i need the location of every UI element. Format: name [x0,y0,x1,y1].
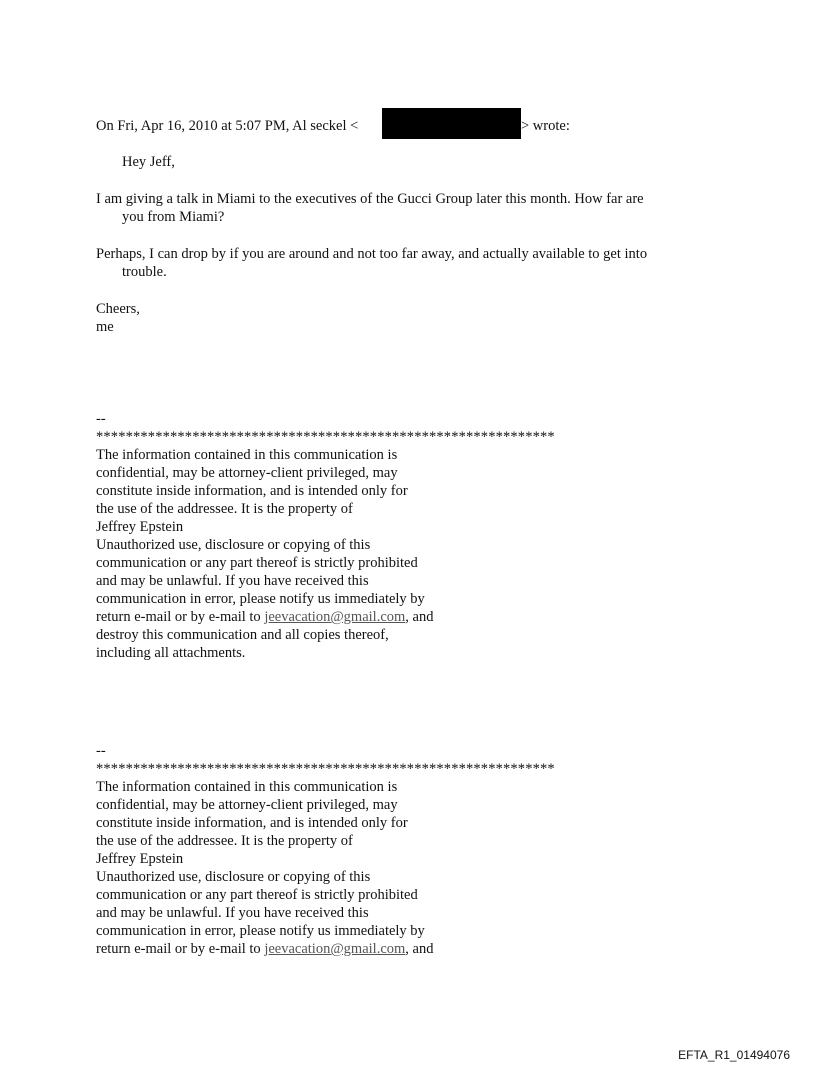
disclaimer2-line: communication or any part thereof is strictly prohibited [96,887,418,903]
disclaimer2-line: Unauthorized use, disclosure or copying of this [96,869,371,885]
disclaimer1-line: confidential, may be attorney-client privileged, may [96,465,398,481]
header-suffix: > wrote: [521,118,570,134]
closing-line2: me [96,319,114,335]
disclaimer2-line: the use of the addressee. It is the property of [96,833,353,849]
return-suffix: , and [405,609,434,625]
disclaimer1-line: Unauthorized use, disclosure or copying of this [96,537,371,553]
closing-line1: Cheers, [96,301,140,317]
greeting: Hey Jeff, [122,154,175,170]
disclaimer1-line: constitute inside information, and is intended only for [96,483,408,499]
disclaimer2-line: The information contained in this communication is [96,779,398,795]
disclaimer2-return-line [96,940,433,958]
disclaimer1-line: communication or any part thereof is strictly prohibited [96,555,418,571]
paragraph2-line1: Perhaps, I can drop by if you are around and not too far away, and actually available to get into [96,246,648,262]
disclaimer2-dashes: -- [96,743,106,759]
disclaimer2-line: communication in error, please notify us immediately by [96,923,425,939]
email-header [96,117,358,135]
document-id: EFTA_R1_01494076 [678,1048,790,1062]
disclaimer1-line: The information contained in this communication is [96,447,398,463]
disclaimer2-stars: ************************************************************** [96,761,555,777]
paragraph1-line1: I am giving a talk in Miami to the executives of the Gucci Group later this month. How far are [96,191,644,207]
disclaimer2-line: and may be unlawful. If you have received this [96,905,369,921]
header-prefix: On Fri, Apr 16, 2010 at 5:07 PM, Al seckel < [96,118,359,134]
paragraph1-line2: you from Miami? [122,209,225,225]
return-suffix: , and [405,941,434,957]
disclaimer2-line: confidential, may be attorney-client privileged, may [96,797,398,813]
disclaimer1-dashes: -- [96,411,106,427]
disclaimer1-return-line [96,608,433,626]
disclaimer1-line: communication in error, please notify us immediately by [96,591,425,607]
return-prefix: return e-mail or by e-mail to [96,609,265,625]
email-link[interactable]: jeevacation@gmail.com [264,941,406,957]
disclaimer1-line: and may be unlawful. If you have received this [96,573,369,589]
disclaimer1-line: Jeffrey Epstein [96,519,184,535]
redaction-box [382,108,521,139]
disclaimer1-line: including all attachments. [96,645,246,661]
disclaimer1-stars: ************************************************************** [96,429,555,445]
disclaimer2-line: Jeffrey Epstein [96,851,184,867]
email-link[interactable]: jeevacation@gmail.com [264,609,406,625]
return-prefix: return e-mail or by e-mail to [96,941,265,957]
disclaimer2-line: constitute inside information, and is intended only for [96,815,408,831]
disclaimer1-line: destroy this communication and all copies thereof, [96,627,389,643]
paragraph2-line2: trouble. [122,264,167,280]
disclaimer1-line: the use of the addressee. It is the property of [96,501,353,517]
